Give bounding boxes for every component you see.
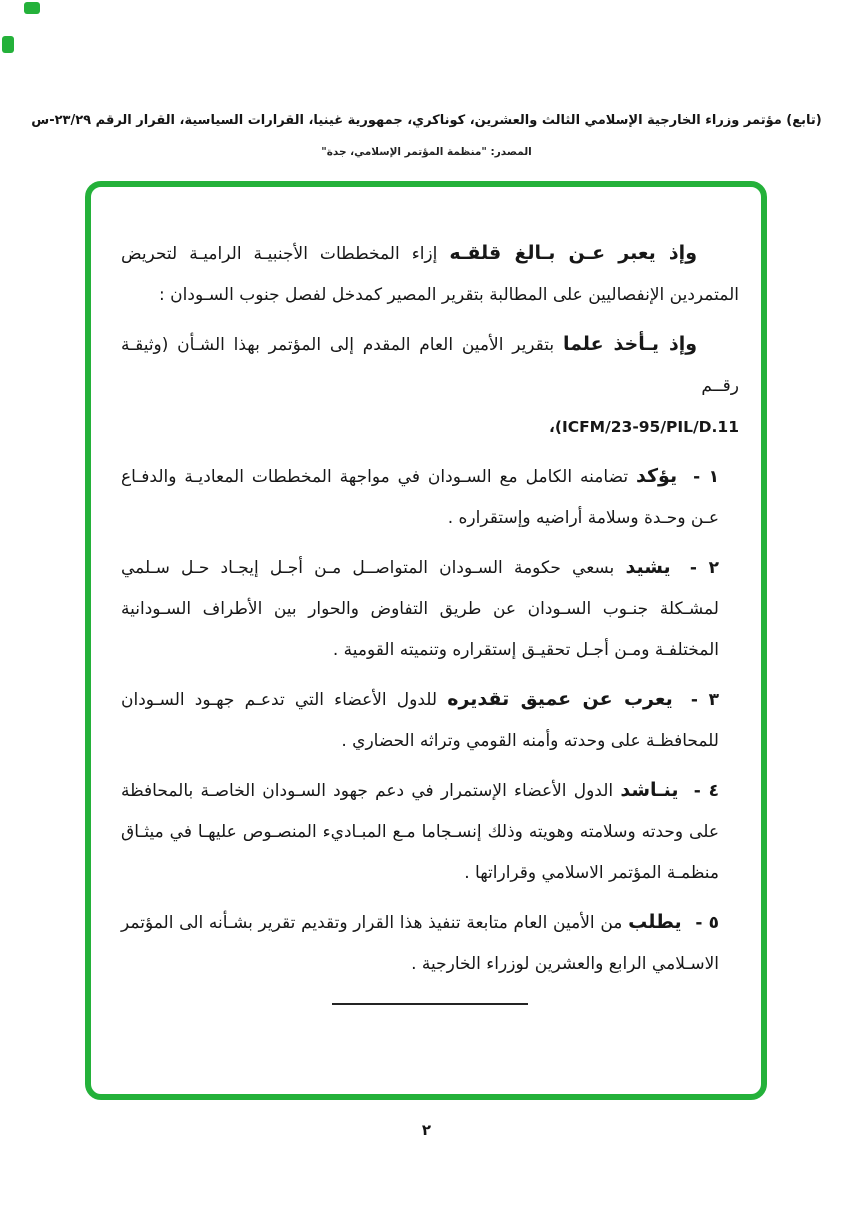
clause-lead: يطلب <box>628 911 682 933</box>
document-source-line: المصدر: "منظمة المؤتمر الإسلامي، جدة" <box>321 146 532 158</box>
paragraph-text: بتقرير الأمين العام المقدم إلى المؤتمر بهذا الشـأن (وثيقـة رقــم <box>121 335 739 396</box>
clause-number: ٢ - <box>689 558 720 578</box>
clause-item <box>121 547 719 671</box>
green-highlight-box <box>85 181 767 1100</box>
paragraph-text: إزاء المخططات الأجنبيـة الراميـة لتحريض المتمردين الإنفصاليين على المطالبة بتقرير المصير كمدخل لفصل جنوب السـودان : <box>121 244 739 305</box>
clause-text: من الأمين العام متابعة تنفيذ هذا القرار وتقديم تقرير بشـأنه الى المؤتمر الاسـلامي الرابع والعشرين لوزراء الخارجية . <box>121 913 719 974</box>
divider-line <box>332 1003 528 1005</box>
preamble-paragraph <box>121 324 739 448</box>
clause-number: ٥ - <box>695 913 720 933</box>
green-annotation-fragment-icon <box>24 2 40 14</box>
clause-number: ١ - <box>693 467 719 487</box>
clause-lead: يؤكد <box>636 465 678 487</box>
clause-lead: ينـاشد <box>620 779 679 801</box>
clause-lead: يعرب عن عميق تقديره <box>447 688 673 710</box>
clause-item <box>121 456 719 539</box>
clause-text: تضامنه الكامل مع السـودان في مواجهة المخططات المعاديـة والدفـاع عـن وحـدة وسلامة أراضيه وإستقراره . <box>121 467 719 528</box>
document-header-citation: (تابع) مؤتمر وزراء الخارجية الإسلامي الثالث والعشرين، كوناكري، جمهورية غينيا، القرارات السياسية، القرار الرقم ٢٣/٢٩-س <box>31 113 822 128</box>
clause-item <box>121 770 719 894</box>
clause-text: للدول الأعضاء التي تدعـم جهـود السـودان للمحافظـة على وحدته وأمنه القومي وتراثه الحضاري . <box>121 690 719 751</box>
clause-lead: يشيد <box>625 556 671 578</box>
paragraph-lead: وإذ يـأخذ علما <box>562 333 698 355</box>
preamble-paragraph <box>121 233 739 316</box>
clause-number: ٤ - <box>693 781 719 801</box>
clause-item <box>121 902 719 985</box>
clause-item <box>121 679 719 762</box>
page-number: ٢ <box>421 1121 432 1139</box>
clause-text: الدول الأعضاء الإستمرار في دعم جهود السـودان الخاصـة بالمحافظة على وحدته وسلامته وهويته وذلك إنسـجاما مـع المبـاديء المنصـوص عليهـا في ميثـاق منظمـة المؤتمر الاسلامي وقراراتها . <box>121 781 719 883</box>
clause-text: بسعي حكومة السـودان المتواصــل مـن أجـل إيجـاد حـل سـلمي لمشـكلة جنـوب السـودان عن طريق التفاوض والحوار بين الأطراف السـودانية المختلفـة ومـن أجـل تحقيـق إستقراره وتنميته القومية . <box>121 558 719 660</box>
document-code: ICFM/23-95/PIL/D.11)، <box>548 418 739 436</box>
document-body <box>91 187 761 1094</box>
clause-number: ٣ - <box>690 690 719 710</box>
green-annotation-fragment-icon <box>2 36 14 53</box>
paragraph-lead: وإذ يعبر عـن بـالغ قلقـه <box>449 242 698 264</box>
